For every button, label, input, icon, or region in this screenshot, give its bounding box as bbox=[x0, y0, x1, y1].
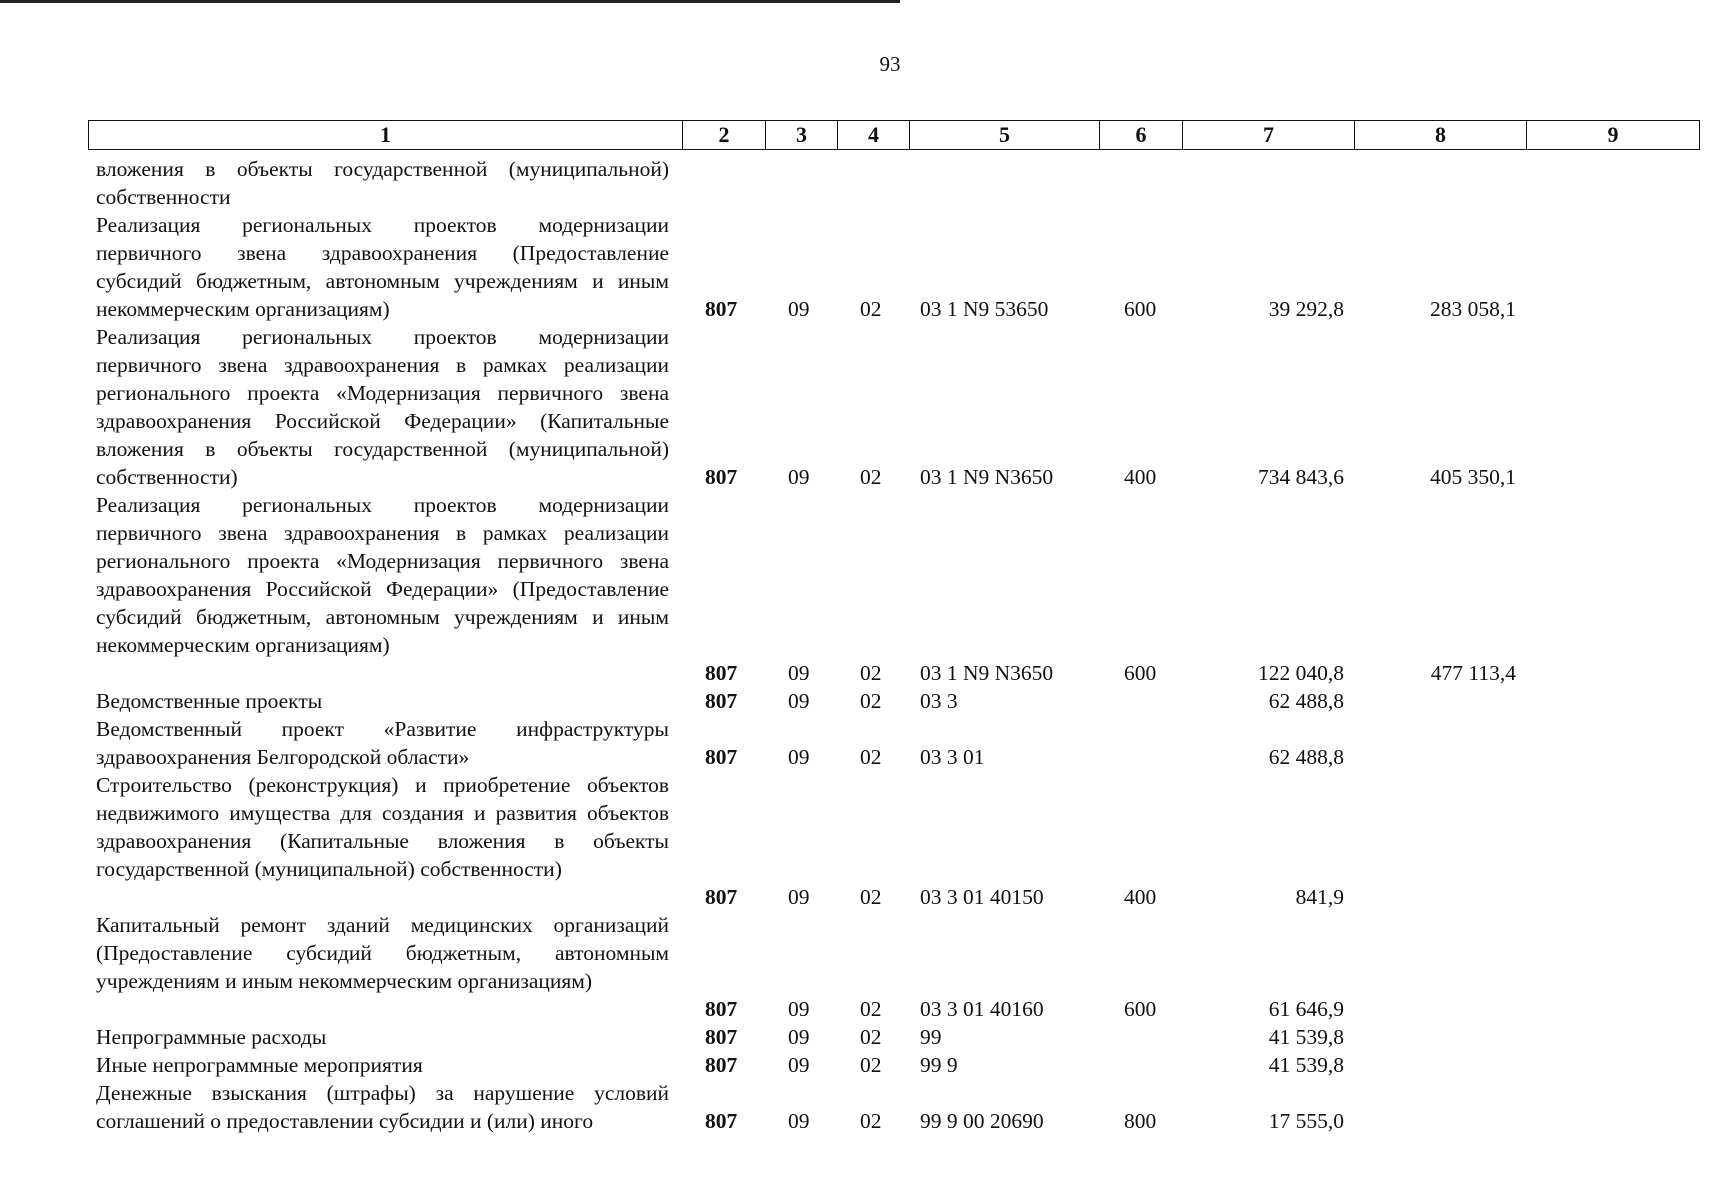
cell-col-5: 03 1 N9 53650 bbox=[920, 297, 1049, 321]
cell-col-5: 03 1 N9 N3650 bbox=[920, 661, 1054, 685]
cell-col-7: 122 040,8 bbox=[1258, 661, 1344, 685]
cell-col-3: 09 bbox=[788, 745, 810, 769]
cell-col-4: 02 bbox=[860, 1025, 882, 1049]
cell-col-7: 62 488,8 bbox=[1268, 689, 1344, 713]
cell-col-3: 09 bbox=[788, 689, 810, 713]
cell-col-4: 02 bbox=[860, 885, 882, 909]
cell-col-7: 62 488,8 bbox=[1268, 745, 1344, 769]
cell-col-4: 02 bbox=[860, 1109, 882, 1133]
row-description: Капитальный ремонт зданий медицинских организаций (Предоставление субсидий бюджетным, автономным учреждениям и иным некоммерческим организациям) bbox=[96, 913, 669, 993]
cell-col-8: 405 350,1 bbox=[1430, 465, 1516, 489]
cell-col-2: 807 bbox=[705, 745, 738, 769]
cell-col-2: 807 bbox=[705, 661, 738, 685]
table-row bbox=[0, 155, 1714, 211]
column-header-3: 3 bbox=[766, 120, 838, 150]
row-description: вложения в объекты государственной (муниципальной) собственности bbox=[96, 157, 669, 209]
column-header-6: 6 bbox=[1100, 120, 1183, 150]
cell-col-7: 41 539,8 bbox=[1268, 1053, 1344, 1077]
table-row bbox=[0, 491, 1714, 687]
cell-col-7: 734 843,6 bbox=[1258, 465, 1344, 489]
cell-col-4: 02 bbox=[860, 465, 882, 489]
cell-col-5: 03 3 bbox=[920, 689, 958, 713]
cell-col-3: 09 bbox=[788, 1025, 810, 1049]
cell-col-2: 807 bbox=[705, 465, 738, 489]
cell-col-3: 09 bbox=[788, 885, 810, 909]
cell-col-2: 807 bbox=[705, 297, 738, 321]
row-description: Реализация региональных проектов модернизации первичного звена здравоохранения (Предоставление субсидий бюджетным, автономным учреждениям и иным некоммерческим организациям) bbox=[96, 213, 669, 321]
cell-col-6: 600 bbox=[1124, 297, 1157, 321]
cell-col-5: 99 9 00 20690 bbox=[920, 1109, 1044, 1133]
cell-col-4: 02 bbox=[860, 1053, 882, 1077]
cell-col-7: 61 646,9 bbox=[1268, 997, 1344, 1021]
cell-col-3: 09 bbox=[788, 997, 810, 1021]
column-header-9: 9 bbox=[1527, 120, 1700, 150]
cell-col-5: 99 9 bbox=[920, 1053, 958, 1077]
cell-col-6: 600 bbox=[1124, 997, 1157, 1021]
cell-col-3: 09 bbox=[788, 661, 810, 685]
row-description: Денежные взыскания (штрафы) за нарушение условий соглашений о предоставлении субсидии и (или) иного bbox=[96, 1081, 669, 1133]
row-description: Реализация региональных проектов модернизации первичного звена здравоохранения в рамках реализации регионального проекта «Модернизация первичного звена здравоохранения Российской Федерации» (Капитальные вложения в объекты государственной (муниципальной) собственности) bbox=[96, 325, 669, 489]
cell-col-8: 283 058,1 bbox=[1430, 297, 1516, 321]
cell-col-4: 02 bbox=[860, 997, 882, 1021]
row-description: Иные непрограммные мероприятия bbox=[96, 1053, 423, 1077]
cell-col-2: 807 bbox=[705, 1109, 738, 1133]
table-row bbox=[0, 1079, 1714, 1135]
cell-col-5: 99 bbox=[920, 1025, 942, 1049]
column-header-8: 8 bbox=[1355, 120, 1527, 150]
cell-col-6: 400 bbox=[1124, 885, 1157, 909]
cell-col-3: 09 bbox=[788, 297, 810, 321]
table-row bbox=[0, 1023, 1714, 1051]
row-description: Реализация региональных проектов модернизации первичного звена здравоохранения в рамках реализации регионального проекта «Модернизация первичного звена здравоохранения Российской Федерации» (Предоставление субсидий бюджетным, автономным учреждениям и иным некоммерческим организациям) bbox=[96, 493, 669, 657]
table-row bbox=[0, 211, 1714, 323]
column-header-1: 1 bbox=[88, 120, 683, 150]
cell-col-2: 807 bbox=[705, 885, 738, 909]
row-description: Непрограммные расходы bbox=[96, 1025, 327, 1049]
cell-col-4: 02 bbox=[860, 661, 882, 685]
column-header-7: 7 bbox=[1183, 120, 1355, 150]
cell-col-5: 03 3 01 40160 bbox=[920, 997, 1044, 1021]
cell-col-7: 39 292,8 bbox=[1268, 297, 1344, 321]
cell-col-6: 600 bbox=[1124, 661, 1157, 685]
column-header-4: 4 bbox=[838, 120, 910, 150]
cell-col-6: 800 bbox=[1124, 1109, 1157, 1133]
table-row bbox=[0, 323, 1714, 491]
row-description: Ведомственные проекты bbox=[96, 689, 323, 713]
cell-col-7: 41 539,8 bbox=[1268, 1025, 1344, 1049]
cell-col-7: 841,9 bbox=[1295, 885, 1344, 909]
table-row bbox=[0, 687, 1714, 715]
page-number: 93 bbox=[879, 52, 901, 76]
cell-col-3: 09 bbox=[788, 1109, 810, 1133]
cell-col-5: 03 1 N9 N3650 bbox=[920, 465, 1054, 489]
table-row bbox=[0, 771, 1714, 911]
cell-col-2: 807 bbox=[705, 997, 738, 1021]
row-description: Строительство (реконструкция) и приобретение объектов недвижимого имущества для создания и развития объектов здравоохранения (Капитальные вложения в объекты государственной (муниципальной) собственности) bbox=[96, 773, 669, 881]
cell-col-3: 09 bbox=[788, 1053, 810, 1077]
cell-col-5: 03 3 01 40150 bbox=[920, 885, 1044, 909]
table-row bbox=[0, 911, 1714, 1023]
scan-edge-line bbox=[0, 0, 900, 3]
table-row bbox=[0, 715, 1714, 771]
table-row bbox=[0, 1051, 1714, 1079]
cell-col-7: 17 555,0 bbox=[1268, 1109, 1344, 1133]
cell-col-3: 09 bbox=[788, 465, 810, 489]
cell-col-6: 400 bbox=[1124, 465, 1157, 489]
column-header-5: 5 bbox=[910, 120, 1100, 150]
cell-col-2: 807 bbox=[705, 1025, 738, 1049]
cell-col-4: 02 bbox=[860, 297, 882, 321]
cell-col-8: 477 113,4 bbox=[1430, 661, 1516, 685]
cell-col-5: 03 3 01 bbox=[920, 745, 985, 769]
row-description: Ведомственный проект «Развитие инфраструктуры здравоохранения Белгородской области» bbox=[96, 717, 669, 769]
cell-col-2: 807 bbox=[705, 1053, 738, 1077]
column-header-2: 2 bbox=[683, 120, 766, 150]
cell-col-4: 02 bbox=[860, 689, 882, 713]
cell-col-2: 807 bbox=[705, 689, 738, 713]
cell-col-4: 02 bbox=[860, 745, 882, 769]
